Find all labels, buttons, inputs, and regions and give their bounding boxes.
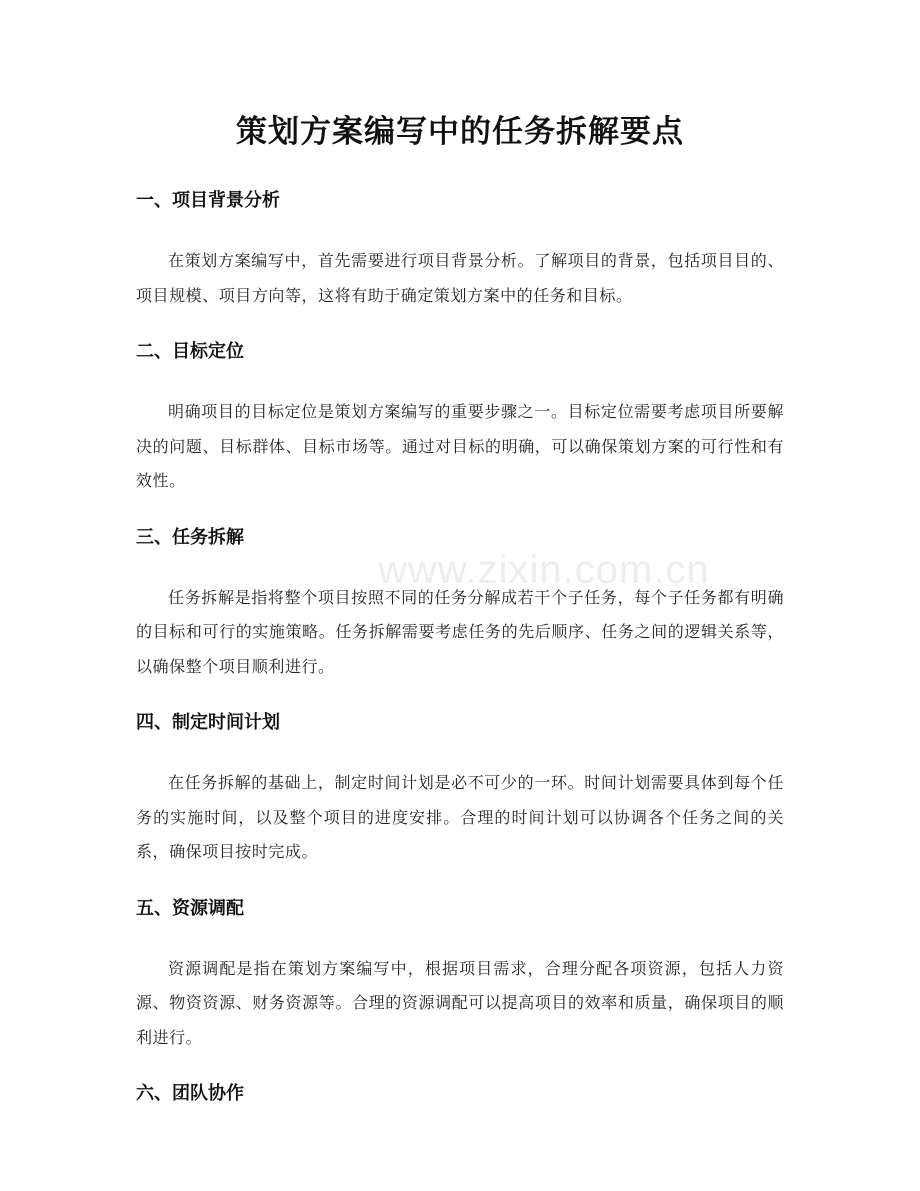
section-heading-task-breakdown: 三、任务拆解 [136,526,244,548]
watermark-text: www.zixin.com.cn [378,548,710,592]
section-body-resource-allocation: 资源调配是指在策划方案编写中，根据项目需求，合理分配各项资源，包括人力资源、物资资源、财务资源等。合理的资源调配可以提高项目的效率和质量，确保项目的顺利进行。 [136,958,784,1047]
document-title: 策划方案编写中的任务拆解要点 [236,114,684,150]
section-body-project-background: 在策划方案编写中，首先需要进行项目背景分析。了解项目的背景，包括项目目的、项目规模、项目方向等，这将有助于确定策划方案中的任务和目标。 [136,251,784,305]
section-heading-team-collaboration: 六、团队协作 [136,1083,244,1104]
section-heading-project-background: 一、项目背景分析 [136,190,280,211]
section-heading-resource-allocation: 五、资源调配 [136,897,244,919]
section-body-time-plan: 在任务拆解的基础上，制定时间计划是必不可少的一环。时间计划需要具体到每个任务的实施时间，以及整个项目的进度安排。合理的时间计划可以协调各个任务之间的关系，确保项目按时完成。 [136,773,784,861]
section-heading-time-plan: 四、制定时间计划 [136,712,280,733]
section-heading-goal-positioning: 二、目标定位 [136,341,244,362]
section-body-goal-positioning: 明确项目的目标定位是策划方案编写的重要步骤之一。目标定位需要考虑项目所要解决的问题、目标群体、目标市场等。通过对目标的明确，可以确保策划方案的可行性和有效性。 [136,402,784,490]
section-body-task-breakdown: 任务拆解是指将整个项目按照不同的任务分解成若干个子任务，每个子任务都有明确的目标和可行的实施策略。任务拆解需要考虑任务的先后顺序、任务之间的逻辑关系等，以确保整个项目顺利进行。 [136,587,784,676]
